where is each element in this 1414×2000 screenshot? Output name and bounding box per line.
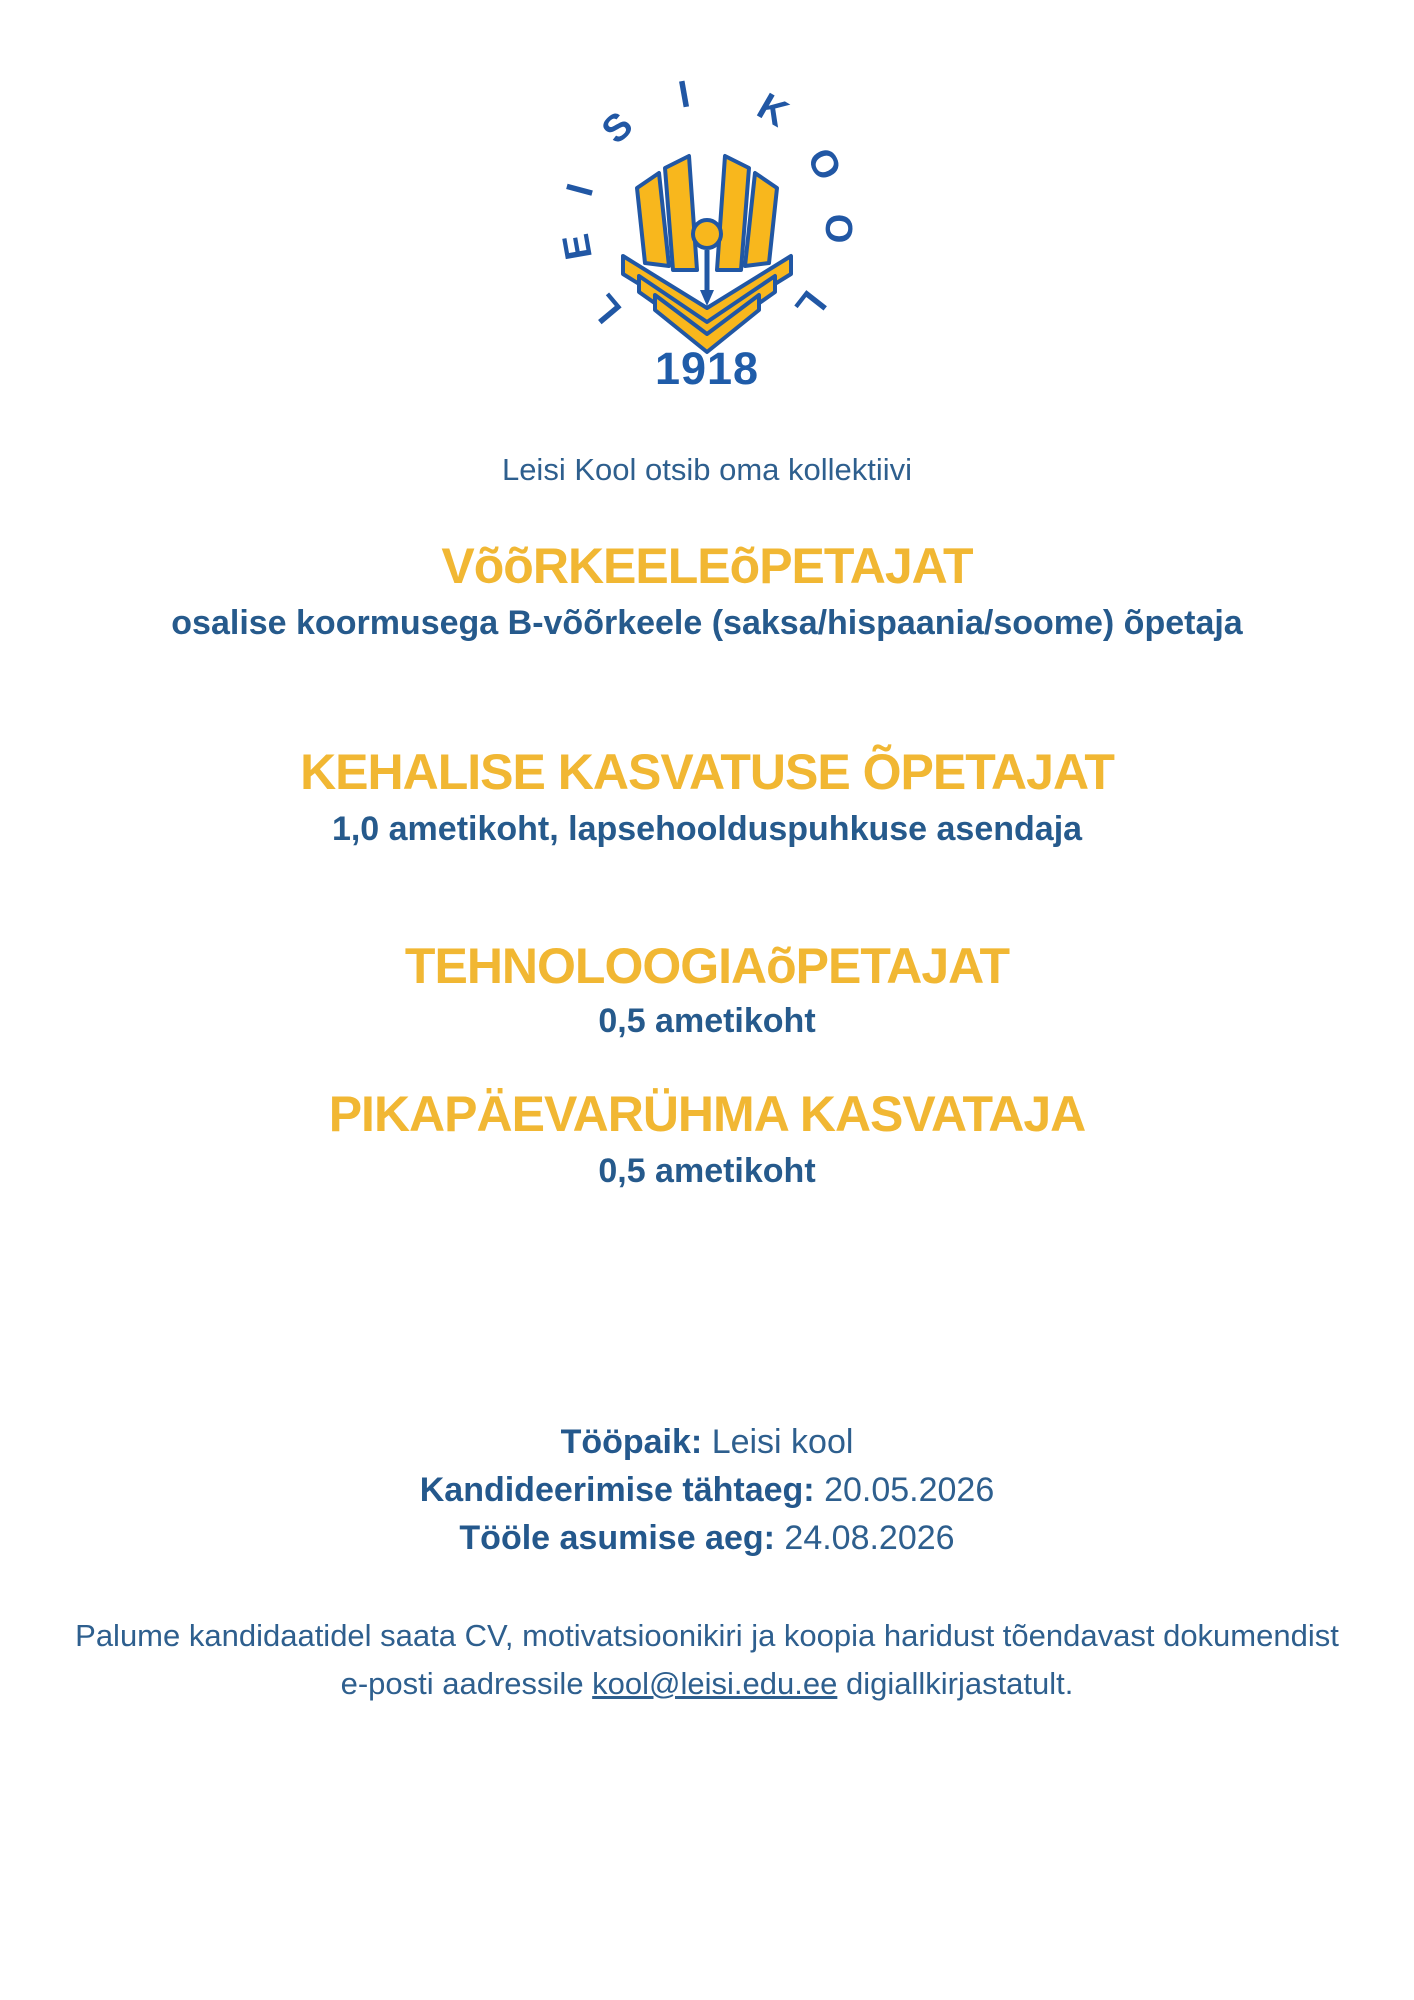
logo-letter: L	[786, 282, 834, 327]
logo-letter: I	[558, 179, 603, 201]
position-title: KEHALISE KASVATUSE ÕPETAJAT	[300, 744, 1114, 800]
detail-value: 24.08.2026	[784, 1519, 955, 1557]
logo-letter: O	[798, 141, 850, 188]
open-book-icon	[623, 156, 791, 352]
logo-letter: O	[816, 213, 860, 245]
detail-label: Kandideerimise tähtaeg:	[419, 1471, 815, 1509]
detail-value: 20.05.2026	[824, 1471, 995, 1509]
detail-workplace	[0, 1418, 1414, 1466]
position-subtitle: osalise koormusega B-võõrkeele (saksa/hispaania/soome) õpetaja	[171, 604, 1243, 642]
logo-letter: L	[583, 285, 631, 331]
instructions-text-after: digiallkirjastatult.	[837, 1666, 1074, 1701]
position-title: TEHNOLOOGIAõPETAJAT	[404, 938, 1010, 994]
logo-letter: E	[555, 230, 601, 263]
detail-start-date	[0, 1514, 1414, 1562]
position-subtitle: 1,0 ametikoht, lapsehoolduspuhkuse asendaja	[331, 810, 1083, 848]
position-section-technology	[0, 938, 1414, 1042]
logo-letter: K	[750, 85, 795, 136]
position-title: VõõRKEELEõPETAJAT	[441, 538, 973, 594]
detail-deadline	[0, 1466, 1414, 1514]
position-subtitle: 0,5 ametikoht	[598, 1152, 816, 1190]
position-section-physical-education	[0, 744, 1414, 850]
position-subtitle: 0,5 ametikoht	[598, 1002, 816, 1040]
logo-letter: S	[594, 104, 642, 153]
logo-letter: I	[675, 73, 694, 117]
application-instructions	[72, 1612, 1342, 1708]
position-title: PIKAPÄEVARÜHMA KASVATAJA	[328, 1086, 1086, 1142]
logo-year: 1918	[654, 343, 760, 394]
instructions-text-before: Palume kandidaatidel saata CV, motivatsioonikiri ja koopia haridust tõendavast dokumendist e-posti aadressile	[75, 1618, 1339, 1701]
intro-line: Leisi Kool otsib oma kollektiivi	[501, 452, 913, 487]
position-section-foreign-language	[0, 538, 1414, 644]
detail-label: Tööle asumise aeg:	[459, 1519, 775, 1557]
details-block	[0, 1418, 1414, 1562]
school-logo	[547, 64, 867, 394]
position-section-daycare-group	[0, 1086, 1414, 1192]
detail-label: Tööpaik:	[560, 1423, 703, 1461]
email-link[interactable]: kool@leisi.edu.ee	[592, 1666, 838, 1701]
detail-value: Leisi kool	[711, 1423, 854, 1461]
